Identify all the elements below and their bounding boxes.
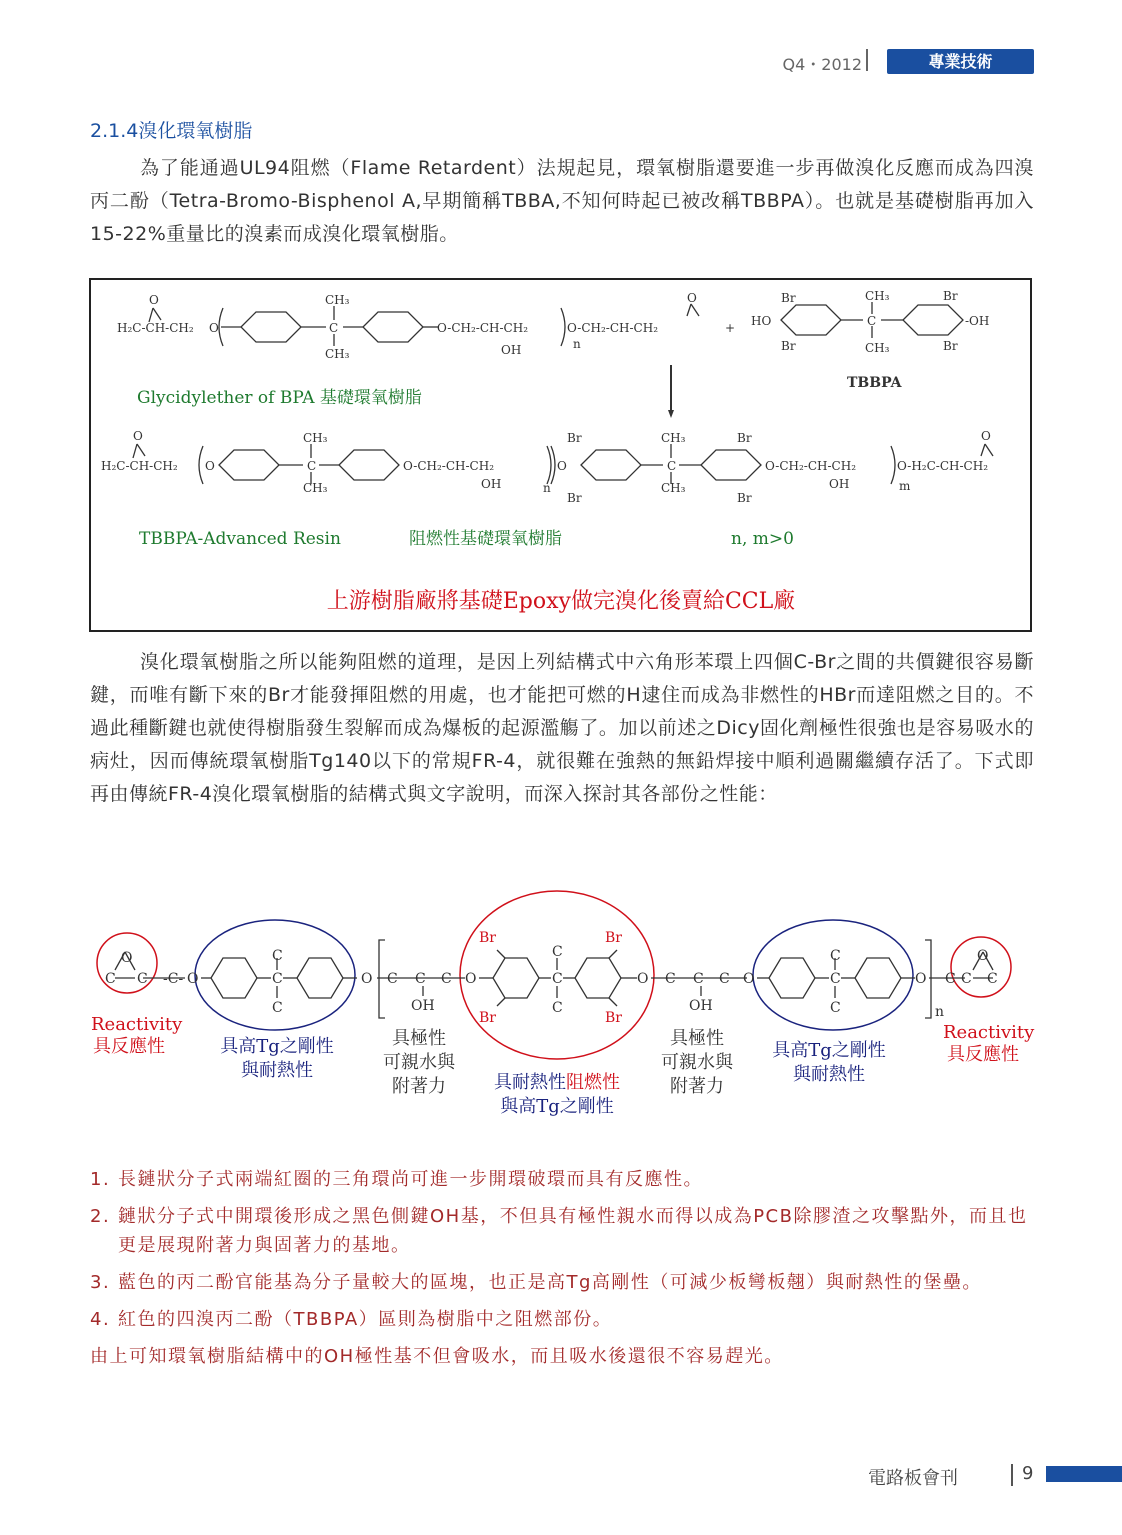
- tbbpa-label: TBBPA: [847, 375, 902, 391]
- note-number: 2.: [90, 1206, 111, 1227]
- svg-text:O-CH₂-CH-CH₂: O-CH₂-CH-CH₂: [437, 321, 529, 335]
- svg-text:CH₃: CH₃: [303, 481, 328, 495]
- note-text: 藍色的丙二酚官能基為分子量較大的區塊，也正是高Tg高剛性（可減少板彎板翹）與耐熱性的堡壘。: [118, 1272, 982, 1293]
- svg-text:Br: Br: [479, 930, 496, 946]
- svg-text:OH: OH: [411, 998, 435, 1014]
- svg-text:O: O: [209, 321, 219, 335]
- br-ring-3: [581, 450, 641, 480]
- section-badge: 專業技術: [887, 49, 1034, 74]
- svg-text:H₂C-CH-CH₂: H₂C-CH-CH₂: [117, 321, 194, 335]
- svg-text:O: O: [361, 971, 373, 987]
- svg-text:C: C: [272, 948, 283, 964]
- svg-text:C: C: [552, 944, 563, 960]
- svg-text:Br: Br: [943, 289, 958, 303]
- footer-accent-bar: [1046, 1466, 1122, 1482]
- structure-figure: [85, 890, 1040, 1130]
- svg-text:C: C: [830, 948, 841, 964]
- benzene-ring-2: [363, 312, 423, 342]
- advanced-resin-cn-label: 阻燃性基礎環氧樹脂: [409, 529, 562, 549]
- svg-text:O-CH₂-CH-CH₂: O-CH₂-CH-CH₂: [403, 459, 495, 473]
- svg-text:Br: Br: [567, 431, 582, 445]
- note-text: 鏈狀分子式中開環後形成之黑色側鍵OH基，不但具有極性親水而得以成為PCB除膠渣之攻擊點外，而且也更是展現附著力與固著力的基地。: [118, 1206, 1028, 1256]
- svg-text:Br: Br: [943, 339, 958, 353]
- svg-text:C: C: [961, 971, 972, 987]
- svg-text:O-CH₂-CH-CH₂: O-CH₂-CH-CH₂: [567, 321, 659, 335]
- svg-text:C: C: [137, 971, 148, 987]
- glycidyl-label: Glycidylether of BPA 基礎環氧樹脂: [137, 388, 422, 408]
- paragraph-2: [90, 646, 1034, 811]
- svg-text:O: O: [205, 459, 215, 473]
- hydrophilic-label-right: 可親水與: [661, 1052, 733, 1073]
- svg-text:OH: OH: [481, 477, 502, 491]
- conclusion-text: 由上可知環氧樹脂結構中的OH極性基不但會吸水，而且吸水後還很不容易趕光。: [90, 1346, 784, 1367]
- svg-text:H₂C-CH-CH₂: H₂C-CH-CH₂: [101, 459, 178, 473]
- svg-text:m: m: [899, 479, 911, 493]
- polarity-label-left: 具極性: [392, 1028, 446, 1049]
- bpa-ring-4: [339, 450, 399, 480]
- rigidity-label-left: 具高Tg之剛性: [220, 1036, 334, 1057]
- bpa-ring-3: [219, 450, 279, 480]
- paragraph-2-text: 溴化環氧樹脂之所以能夠阻燃的道理，是因上列結構式中六角形苯環上四個C-Br之間的共價鍵很容易斷鍵，而唯有斷下來的Br才能發揮阻燃的用處，也才能把可燃的H逮住而成為非燃性的HBr而達阻燃之目的。不過此種斷鍵也就使得樹脂發生裂解而成為爆板的起源濫觴了。加以前述之Dicy固化劑極性很強也是容易吸水的病灶，因而傳統環氧樹脂Tg140以下的常規FR-4，就很難在強熱的無鉛焊接中順利過關繼續存活了。下式即再由傳統FR-4溴化環氧樹脂的結構式與文字說明，而深入探討其各部份之性能：: [90, 651, 1034, 805]
- note-item: [90, 1305, 1034, 1334]
- svg-text:OH: OH: [689, 998, 713, 1014]
- note-number: 1.: [90, 1169, 111, 1190]
- svg-text:CH₃: CH₃: [303, 431, 328, 445]
- section-title: 2.1.4溴化環氧樹脂: [90, 120, 253, 142]
- svg-text:OH: OH: [501, 343, 522, 357]
- svg-text:OH: OH: [829, 477, 850, 491]
- svg-text:C: C: [719, 971, 730, 987]
- notes-list: [90, 1165, 1034, 1371]
- svg-text:C: C: [307, 459, 317, 473]
- svg-text:O: O: [187, 971, 199, 987]
- svg-text:C: C: [105, 971, 116, 987]
- svg-text:C: C: [667, 459, 677, 473]
- svg-text:C: C: [665, 971, 676, 987]
- paragraph-1: [90, 152, 1034, 251]
- header-divider: [866, 49, 868, 71]
- svg-text:O: O: [149, 293, 159, 307]
- reactive-circle-right: [951, 937, 1011, 997]
- note-item: [90, 1202, 1034, 1260]
- svg-text:-OH: -OH: [965, 314, 990, 328]
- heat-resistance-left: 與耐熱性: [241, 1060, 313, 1081]
- svg-text:O: O: [557, 459, 567, 473]
- note-text: 紅色的四溴丙二酚（TBBPA）區則為樹脂中之阻燃部份。: [118, 1309, 613, 1330]
- svg-text:+: +: [725, 321, 736, 335]
- svg-text:C: C: [552, 971, 563, 987]
- bromination-diagram: [91, 280, 1030, 630]
- reactivity-label-right: Reactivity: [943, 1022, 1035, 1043]
- adhesion-label-left: 附著力: [392, 1076, 446, 1097]
- heat-resistance-right: 與耐熱性: [793, 1064, 865, 1085]
- svg-text:CH₃: CH₃: [865, 289, 890, 303]
- svg-text:C: C: [552, 1000, 563, 1016]
- svg-text:Br: Br: [781, 339, 796, 353]
- svg-text:Br: Br: [479, 1010, 496, 1026]
- polarity-label-right: 具極性: [670, 1028, 724, 1049]
- reactive-cn-left: 具反應性: [93, 1036, 165, 1057]
- note-text: 長鏈狀分子式兩端紅圈的三角環尚可進一步開環破環而具有反應性。: [118, 1169, 703, 1190]
- svg-text:Br: Br: [781, 291, 796, 305]
- nm-label: n, m>0: [731, 529, 794, 549]
- svg-text:n: n: [543, 481, 551, 495]
- svg-text:O: O: [133, 429, 143, 443]
- svg-text:CH₃: CH₃: [325, 293, 350, 307]
- svg-text:O-CH₂-CH-CH₂: O-CH₂-CH-CH₂: [765, 459, 857, 473]
- figure1-caption: 上游樹脂廠將基礎Epoxy做完溴化後賣給CCL廠: [326, 589, 796, 614]
- svg-text:O: O: [981, 429, 991, 443]
- issue-label: Q4・2012: [782, 55, 862, 74]
- bromination-figure: [89, 278, 1032, 632]
- benzene-ring-1: [241, 312, 301, 342]
- svg-text:C: C: [387, 971, 398, 987]
- svg-text:CH₃: CH₃: [325, 347, 350, 361]
- svg-text:Br: Br: [737, 431, 752, 445]
- page-number: 9: [1022, 1463, 1034, 1484]
- rigidity-label-right: 具高Tg之剛性: [772, 1040, 886, 1061]
- svg-text:O-H₂C-CH-CH₂: O-H₂C-CH-CH₂: [897, 459, 989, 473]
- svg-text:C: C: [987, 971, 998, 987]
- reactive-cn-right: 具反應性: [947, 1044, 1019, 1065]
- note-number: 4.: [90, 1309, 111, 1330]
- svg-text:C: C: [272, 971, 283, 987]
- note-item: [90, 1268, 1034, 1297]
- svg-text:C: C: [830, 971, 841, 987]
- svg-text:Br: Br: [605, 1010, 622, 1026]
- note-number: 3.: [90, 1272, 111, 1293]
- reactivity-label-left: Reactivity: [91, 1014, 183, 1035]
- svg-text:O: O: [977, 948, 989, 964]
- svg-text:C: C: [830, 1000, 841, 1016]
- svg-text:C: C: [272, 1000, 283, 1016]
- tbbpa-ring-2: [903, 305, 963, 335]
- journal-title: 電路板會刊: [868, 1468, 958, 1489]
- hydrophilic-label-left: 可親水與: [383, 1052, 455, 1073]
- paragraph-1-text: 為了能通過UL94阻燃（Flame Retardent）法規起見，環氧樹脂還要進一步再做溴化反應而成為四溴丙二酚（Tetra-Bromo-Bisphenol A,早期簡稱TBBA,不知何時起已被改稱TBBPA）。也就是基礎樹脂再加入15-22%重量比的溴素而成溴化環氧樹脂。: [90, 157, 1034, 245]
- note-item: [90, 1165, 1034, 1194]
- svg-text:C: C: [329, 321, 339, 335]
- svg-text:HO: HO: [751, 314, 772, 328]
- svg-text:C: C: [441, 971, 452, 987]
- flame-retardant-text: 阻燃性: [566, 1072, 620, 1093]
- advanced-resin-label: TBBPA-Advanced Resin: [139, 529, 341, 549]
- svg-text:O: O: [687, 291, 697, 305]
- arrow-down-icon: [668, 410, 674, 418]
- heat-resistance-text: 具耐熱性: [494, 1072, 566, 1093]
- svg-text:CH₃: CH₃: [661, 431, 686, 445]
- svg-text:C: C: [693, 971, 704, 987]
- svg-text:C: C: [415, 971, 426, 987]
- svg-text:Br: Br: [605, 930, 622, 946]
- structure-diagram: [85, 890, 1040, 1130]
- svg-text:O: O: [637, 971, 649, 987]
- svg-text:CH₃: CH₃: [661, 481, 686, 495]
- tbbpa-rigidity-label: 與高Tg之剛性: [500, 1096, 614, 1117]
- tbbpa-ring-1: [781, 305, 841, 335]
- svg-text:Br: Br: [567, 491, 582, 505]
- svg-text:O: O: [915, 971, 927, 987]
- svg-text:Br: Br: [737, 491, 752, 505]
- svg-text:C: C: [867, 314, 877, 328]
- adhesion-label-right: 附著力: [670, 1076, 724, 1097]
- footer-divider: [1011, 1464, 1013, 1486]
- svg-text:O: O: [743, 971, 755, 987]
- svg-text:n: n: [935, 1004, 945, 1020]
- svg-text:C: C: [945, 971, 956, 987]
- svg-text:O: O: [465, 971, 477, 987]
- svg-text:-C-: -C-: [163, 971, 184, 987]
- tbbpa-function-label: [494, 1072, 620, 1093]
- svg-text:n: n: [573, 337, 581, 351]
- br-ring-4: [701, 450, 761, 480]
- svg-text:O: O: [121, 950, 133, 966]
- svg-text:CH₃: CH₃: [865, 341, 890, 355]
